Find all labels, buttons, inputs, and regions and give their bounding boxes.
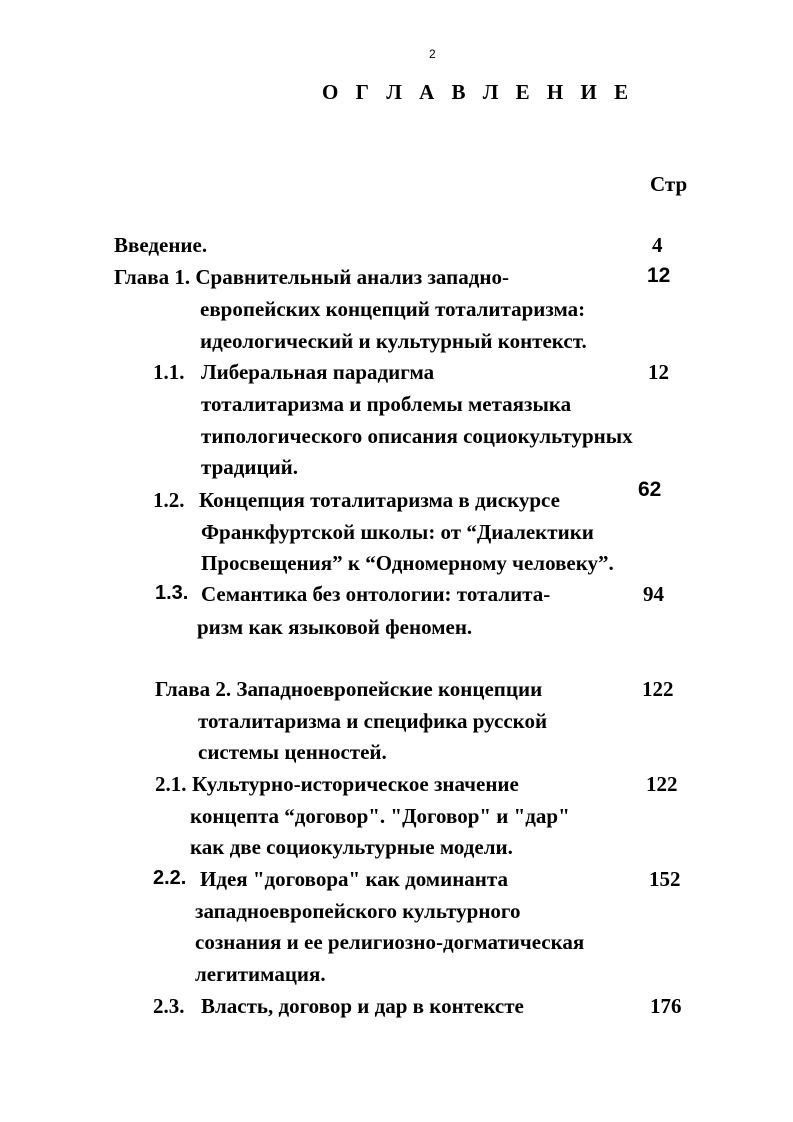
- toc-entry-title: Идея "договора" как доминанта: [200, 867, 508, 891]
- page-title: О Г Л А В Л Е Н И Е: [322, 80, 635, 104]
- toc-entry-title: Культурно-историческое значение: [192, 772, 519, 796]
- toc-entry-title: Власть, договор и дар в контексте: [201, 994, 524, 1018]
- toc-entry-page: 12: [648, 360, 669, 384]
- toc-entry-page: 122: [646, 772, 678, 796]
- toc-entry-title: Глава 2. Западноевропейские концепции: [155, 677, 543, 701]
- toc-entry-page: 122: [642, 677, 674, 701]
- page-column-header: Стр: [650, 172, 688, 196]
- toc-entry-title: Франкфуртской школы: от “Диалектики: [201, 520, 594, 544]
- toc-entry-number: 2.1.: [155, 772, 187, 796]
- toc-entry-number: 1.3.: [155, 582, 189, 604]
- toc-entry-title: тоталитаризма и проблемы метаязыка: [201, 392, 572, 416]
- toc-entry-page: 62: [638, 478, 662, 501]
- toc-entry-title: европейских концепций тоталитаризма:: [200, 297, 586, 321]
- toc-entry-number: 1.1.: [153, 360, 185, 384]
- toc-entry-number: 2.2.: [153, 867, 187, 889]
- toc-entry-number: 2.3.: [153, 994, 185, 1018]
- page-number: 2: [429, 47, 436, 61]
- toc-entry-page: 4: [652, 233, 663, 257]
- toc-entry-title: Введение.: [114, 233, 208, 257]
- toc-entry-title: концепта “договор". "Договор" и "дар": [190, 804, 570, 828]
- toc-entry-title: Семантика без онтологии: тоталита-: [201, 582, 551, 606]
- toc-entry-title: типологического описания социокультурных: [201, 424, 633, 448]
- toc-entry-title: идеологический и культурный контекст.: [200, 329, 587, 353]
- toc-entry-title: Концепция тоталитаризма в дискурсе: [199, 488, 560, 512]
- toc-entry-title: традиций.: [201, 455, 299, 479]
- toc-entry-page: 12: [647, 264, 671, 287]
- toc-entry-page: 176: [650, 994, 682, 1018]
- toc-entry-title: ризм как языковой феномен.: [197, 615, 473, 639]
- toc-entry-title: Либеральная парадигма: [201, 360, 435, 384]
- toc-entry-title: как две социокультурные модели.: [190, 835, 513, 859]
- toc-entry-page: 152: [649, 867, 681, 891]
- toc-entry-title: тоталитаризма и специфика русской: [198, 709, 548, 733]
- toc-entry-title: Глава 1. Сравнительный анализ западно-: [114, 265, 509, 289]
- toc-entry-page: 94: [643, 582, 664, 606]
- toc-entry-number: 1.2.: [153, 488, 185, 512]
- toc-entry-title: сознания и ее религиозно-догматическая: [195, 930, 585, 954]
- toc-entry-title: системы ценностей.: [198, 740, 387, 764]
- toc-entry-title: Просвещения” к “Одномерному человеку”.: [201, 551, 614, 575]
- toc-entry-title: легитимация.: [195, 962, 326, 986]
- toc-entry-title: западноевропейского культурного: [195, 899, 521, 923]
